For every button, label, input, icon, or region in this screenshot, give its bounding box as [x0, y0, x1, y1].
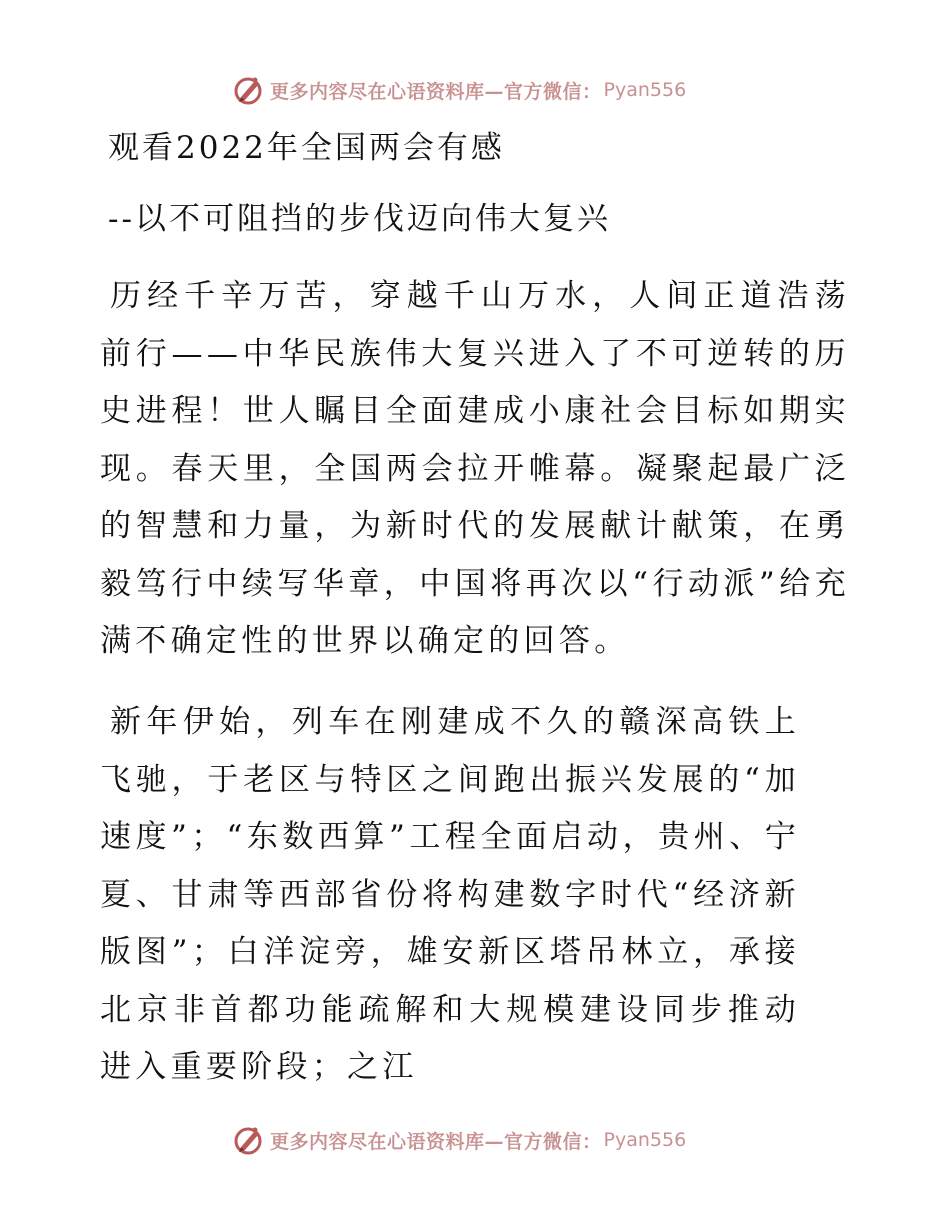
header-banner: [232, 72, 732, 108]
banner-contact: Pyan556: [603, 1129, 687, 1151]
banner-text: 更多内容尽在心语资料库—官方微信：: [270, 80, 602, 103]
paragraph: 新年伊始，列车在刚建成不久的赣深高铁上飞驰，于老区与特区之间跑出振兴发展的“加速度”；“东数西算”工程全面启动，贵州、宁夏、甘肃等西部省份将构建数字时代“经济新版图”；白洋淀旁，雄安新区塔吊林立，承接北京非首都功能疏解和大规模建设同步推动进入重要阶段；之江: [100, 704, 800, 1085]
paragraph: 历经千辛万苦，穿越千山万水，人间正道浩荡前行——中华民族伟大复兴进入了不可逆转的历史进程！世人瞩目全面建成小康社会目标如期实现。春天里，全国两会拉开帷幕。凝聚起最广泛的智慧和力量，为新时代的发展献计献策，在勇毅笃行中续写华章，中国将再次以“行动派”给充满不确定性的世界以确定的回答。: [100, 278, 850, 659]
pen-logo-icon: [232, 74, 264, 106]
pen-logo-icon: [232, 1124, 264, 1156]
document-subtitle: --以不可阻挡的步伐迈向伟大复兴: [108, 201, 611, 237]
footer-banner: [232, 1122, 732, 1158]
banner-contact: Pyan556: [603, 79, 687, 101]
document-title: 观看2022年全国两会有感: [108, 130, 505, 166]
banner-text: 更多内容尽在心语资料库—官方微信：: [270, 1130, 602, 1153]
